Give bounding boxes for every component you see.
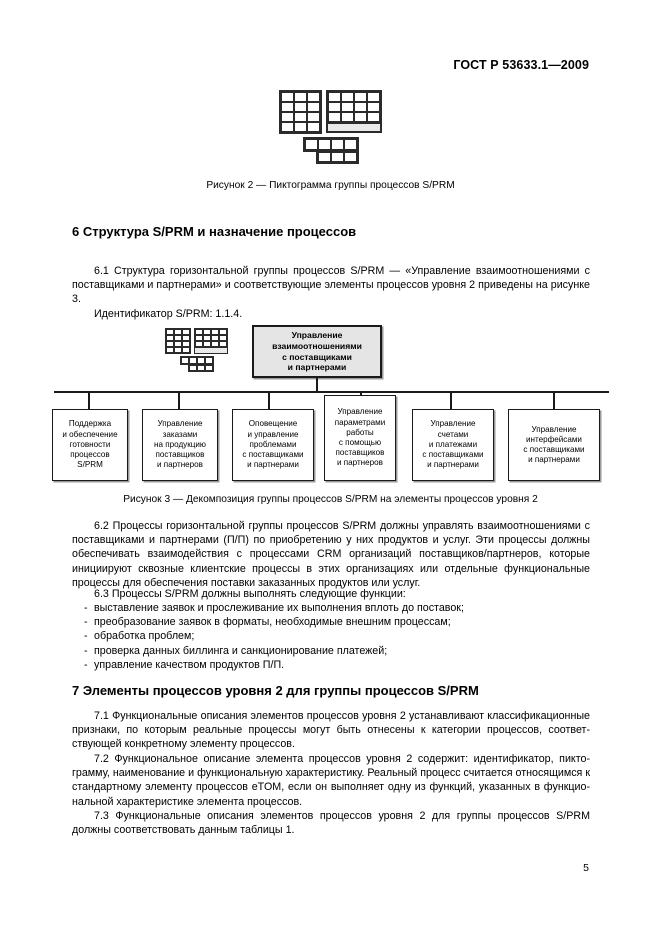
pictogram-bottom-rows-small bbox=[180, 356, 228, 372]
root-line-4: и партнерами bbox=[287, 362, 347, 373]
sprm-pictogram-small bbox=[165, 328, 228, 372]
figure-3-caption: Рисунок 3 — Декомпозиция группы процессов S/PRM на элементы процессов уровня 2 bbox=[123, 494, 538, 505]
diagram-leaf-box-6 bbox=[508, 409, 600, 481]
diagram-horizontal-bus bbox=[54, 391, 609, 393]
pictogram-top-row bbox=[279, 90, 382, 134]
paragraph-7-3: 7.3 Функциональные описания элементов процессов уровня 2 для группы процессов S/PRM должны соответствовать данным таблицы 1. bbox=[72, 810, 590, 837]
root-line-1: Управление bbox=[291, 330, 343, 341]
diagram-pictogram-holder bbox=[165, 328, 228, 372]
diagram-drop-6 bbox=[553, 391, 555, 409]
leaf1-line-1: Поддержка bbox=[68, 419, 112, 429]
figure-3-diagram bbox=[0, 325, 661, 490]
bullet-list-6-3 bbox=[72, 601, 590, 672]
paragraph-identifier: Идентификатор S/PRM: 1.1.4. bbox=[94, 308, 243, 320]
leaf3-line-1: Оповещение bbox=[248, 419, 298, 429]
leaf6-line-1: Управление bbox=[531, 424, 577, 434]
leaf2-line-2: заказами bbox=[162, 429, 198, 439]
figure-2-caption: Рисунок 2 — Пиктограмма группы процессов S/PRM bbox=[206, 180, 455, 191]
leaf4-line-2: параметрами bbox=[334, 417, 386, 427]
leaf5-line-3: и платежами bbox=[428, 439, 478, 449]
leaf4-line-3: работы bbox=[346, 427, 374, 437]
document-standard-number: ГОСТ Р 53633.1—2009 bbox=[453, 58, 589, 72]
diagram-drop-5 bbox=[450, 391, 452, 409]
leaf2-line-5: и партнеров bbox=[157, 460, 203, 470]
diagram-drop-1 bbox=[88, 391, 90, 409]
leaf3-line-4: с поставщиками bbox=[242, 450, 304, 460]
list-item: - управление качеством продуктов П/П. bbox=[72, 658, 590, 672]
leaf3-line-3: проблемами bbox=[249, 439, 297, 449]
diagram-leaf-label-1 bbox=[60, 419, 119, 470]
pictogram-grid-left-small bbox=[165, 328, 191, 354]
list-item: - выставление заявок и прослеживание их выполнения вплоть до поставок; bbox=[72, 601, 590, 615]
leaf4-line-6: и партнеров bbox=[337, 458, 383, 468]
pictogram-highlight-cell bbox=[326, 124, 382, 133]
diagram-leaf-label-5 bbox=[420, 419, 485, 470]
sprm-pictogram-large bbox=[279, 90, 382, 164]
list-item: - обработка проблем; bbox=[72, 629, 590, 643]
diagram-leaf-row bbox=[0, 409, 661, 481]
leaf6-line-2: интерфейсами bbox=[526, 434, 582, 444]
pictogram-strip-four-small bbox=[180, 356, 214, 365]
diagram-drop-2 bbox=[178, 391, 180, 409]
leaf4-line-5: поставщиков bbox=[335, 448, 385, 458]
leaf3-line-2: и управление bbox=[247, 429, 299, 439]
diagram-root-box bbox=[252, 325, 382, 378]
diagram-leaf-box-4 bbox=[324, 395, 396, 481]
pictogram-grid-right-wrap bbox=[326, 90, 382, 133]
section-6-heading: 6 Структура S/PRM и назначение процессов bbox=[72, 224, 357, 239]
leaf5-line-5: и партнерами bbox=[427, 460, 479, 470]
pictogram-highlight-cell-small bbox=[194, 348, 228, 354]
leaf2-line-4: поставщиков bbox=[155, 450, 205, 460]
diagram-leaf-box-1 bbox=[52, 409, 128, 481]
leaf1-line-3: готовности bbox=[69, 439, 111, 449]
list-item: - проверка данных биллинга и санкционирование платежей; bbox=[72, 644, 590, 658]
leaf6-line-3: с поставщиками bbox=[523, 445, 585, 454]
list-item: - преобразование заявок в форматы, необходимые внешним процессам; bbox=[72, 615, 590, 629]
diagram-root-label bbox=[269, 330, 365, 372]
diagram-root-connector bbox=[316, 378, 318, 391]
leaf5-line-1: Управление bbox=[430, 419, 476, 429]
paragraph-7-2: 7.2 Функциональное описание элемента процессов уровня 2 содержит: идентификатор, пиктограмму, наименование и функциональную характеристику. Реальный процесс считается относящимся к стандартному элементу процессов eTOM, если он выполняет одну из функций, указанных в функциональной характеристике элемента процессов. bbox=[72, 753, 590, 808]
leaf1-line-5: S/PRM bbox=[77, 460, 103, 470]
leaf2-line-3: на продукцию bbox=[154, 439, 206, 449]
leaf1-line-2: и обеспечение bbox=[62, 429, 118, 439]
pictogram-grid-right-small bbox=[194, 328, 228, 348]
leaf4-line-4: с помощью bbox=[338, 438, 382, 447]
leaf5-line-2: счетами bbox=[437, 429, 469, 439]
leaf2-line-1: Управление bbox=[157, 419, 203, 429]
paragraph-6-2: 6.2 Процессы горизонтальной группы процессов S/PRM должны управлять взаимоотношениями с поставщиками и партнерами (П/П) по приобретению у них продуктов и услуг. Эти процессы должны обеспечивать взаимодействия с процессами CRM организаций поставщиков/партнеров, которые инициируют сквозные клиентские процессы в этих организациях или отдельные функциональные процессы для обеспечения поставки заказанных продуктов или услуг. bbox=[72, 520, 590, 589]
diagram-drop-3 bbox=[268, 391, 270, 409]
diagram-leaf-label-6 bbox=[521, 425, 586, 466]
pictogram-strip-four bbox=[303, 137, 359, 152]
root-line-3: с поставщиками bbox=[282, 351, 352, 362]
diagram-leaf-label-3 bbox=[240, 419, 305, 470]
paragraph-6-1: 6.1 Структура горизонтальной группы процессов S/PRM — «Управление взаимоотношениями с поставщиками и партнерами» и соответствующие элементы процессов уровня 2 приведены на рисунке 3. bbox=[72, 265, 590, 306]
leaf5-line-4: с поставщиками bbox=[422, 450, 484, 460]
leaf3-line-5: и партнерами bbox=[247, 460, 299, 470]
pictogram-top-row-small bbox=[165, 328, 228, 354]
leaf1-line-4: процессов bbox=[70, 450, 110, 460]
page-number: 5 bbox=[583, 862, 589, 874]
paragraph-7-1: 7.1 Функциональные описания элементов процессов уровня 2 устанавливают классификационные признаки, по которым реальные процессы могут быть отнесены к категории процессов, соответствующей конкретному элементу процессов. bbox=[72, 710, 590, 751]
diagram-leaf-box-5 bbox=[412, 409, 494, 481]
paragraph-6-3: 6.3 Процессы S/PRM должны выполнять следующие функции: bbox=[94, 588, 406, 600]
leaf6-line-4: и партнерами bbox=[528, 455, 580, 465]
pictogram-strip-three-small bbox=[188, 365, 214, 372]
pictogram-bottom-rows bbox=[303, 137, 382, 164]
pictogram-grid-left bbox=[279, 90, 322, 134]
leaf4-line-1: Управление bbox=[337, 407, 383, 417]
figure-2-pictogram bbox=[0, 90, 661, 164]
section-7-heading: 7 Элементы процессов уровня 2 для группы процессов S/PRM bbox=[72, 683, 479, 698]
diagram-leaf-box-2 bbox=[142, 409, 218, 481]
diagram-leaf-box-3 bbox=[232, 409, 314, 481]
pictogram-strip-three bbox=[316, 152, 359, 164]
diagram-leaf-label-2 bbox=[152, 419, 208, 470]
root-line-2: взаимоотношениями bbox=[272, 340, 362, 351]
pictogram-grid-right-wrap-small bbox=[194, 328, 228, 354]
pictogram-grid-right bbox=[326, 90, 382, 124]
diagram-leaf-label-4 bbox=[333, 407, 387, 468]
